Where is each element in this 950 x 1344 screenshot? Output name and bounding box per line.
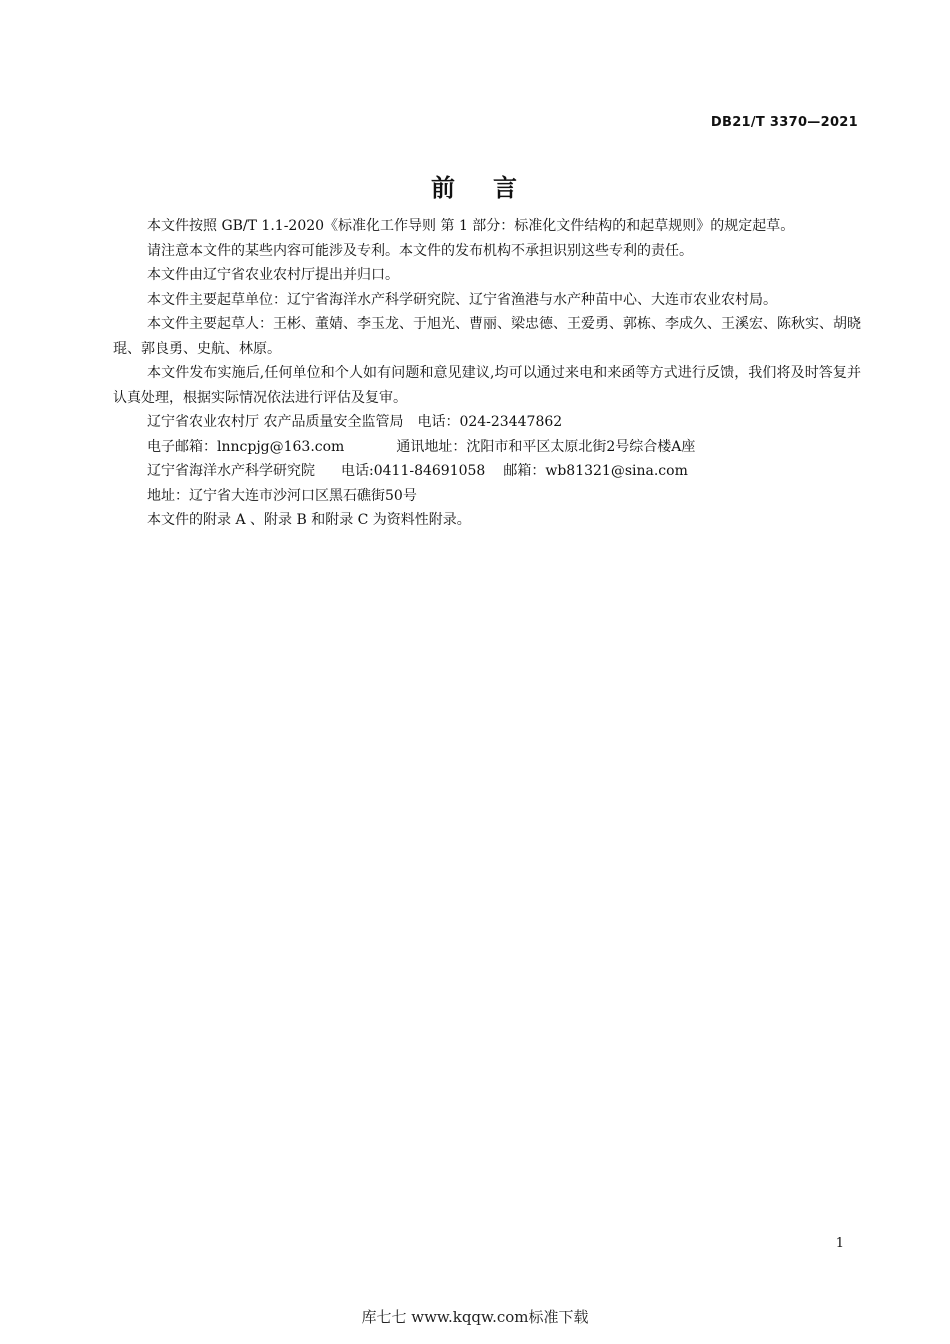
paragraph-drafters: 本文件主要起草人：王彬、董婧、李玉龙、于旭光、曹丽、梁忠德、王爱勇、郭栋、李成久、王溪宏、陈秋实、胡晓琨、郭良勇、史航、林原。 bbox=[113, 316, 861, 357]
contact-phone-1: 电话：024-23447862 bbox=[417, 414, 563, 430]
contact-address-2: 地址：辽宁省大连市沙河口区黑石礁街50号 bbox=[147, 487, 417, 504]
title-char-1: 前 bbox=[431, 174, 457, 202]
footer-watermark: 库七七 www.kqqw.com标准下载 bbox=[361, 1308, 589, 1326]
paragraph-drafting-units: 本文件主要起草单位：辽宁省海洋水产科学研究院、辽宁省渔港与水产种苗中心、大连市农业农村局。 bbox=[147, 291, 777, 308]
contact-org-1: 辽宁省农业农村厅 农产品质量安全监管局 bbox=[147, 414, 404, 430]
paragraph-patent-notice: 请注意本文件的某些内容可能涉及专利。本文件的发布机构不承担识别这些专利的责任。 bbox=[147, 242, 693, 259]
contact-line-3 bbox=[113, 459, 861, 484]
page-title bbox=[0, 168, 950, 203]
contact-line-2 bbox=[113, 435, 861, 460]
title-char-2: 言 bbox=[493, 174, 519, 202]
contact-email-1: 电子邮箱：lnncpjg@163.com bbox=[147, 438, 345, 455]
foreword-body bbox=[113, 214, 861, 533]
contact-email-2: 邮箱：wb81321@sina.com bbox=[503, 463, 688, 479]
contact-org-2: 辽宁省海洋水产科学研究院 bbox=[147, 463, 315, 479]
page-number: 1 bbox=[835, 1236, 844, 1251]
contact-address-1: 通讯地址：沈阳市和平区太原北街2号综合楼A座 bbox=[396, 438, 696, 455]
contact-line-1 bbox=[113, 410, 861, 435]
contact-line-4 bbox=[113, 484, 861, 509]
paragraph-appendix-note: 本文件的附录 A 、附录 B 和附录 C 为资料性附录。 bbox=[147, 512, 471, 528]
paragraph-drafting-basis: 本文件按照 GB/T 1.1-2020《标准化工作导则 第 1 部分：标准化文件结构的和起草规则》的规定起草。 bbox=[147, 218, 795, 234]
paragraph-feedback: 本文件发布实施后,任何单位和个人如有问题和意见建议,均可以通过来电和来函等方式进行反馈，我们将及时答复并认真处理，根据实际情况依法进行评估及复审。 bbox=[113, 365, 861, 406]
document-code: DB21/T 3370—2021 bbox=[710, 115, 858, 130]
paragraph-proposer: 本文件由辽宁省农业农村厅提出并归口。 bbox=[147, 267, 399, 283]
contact-phone-2: 电话:0411-84691058 bbox=[341, 463, 486, 479]
